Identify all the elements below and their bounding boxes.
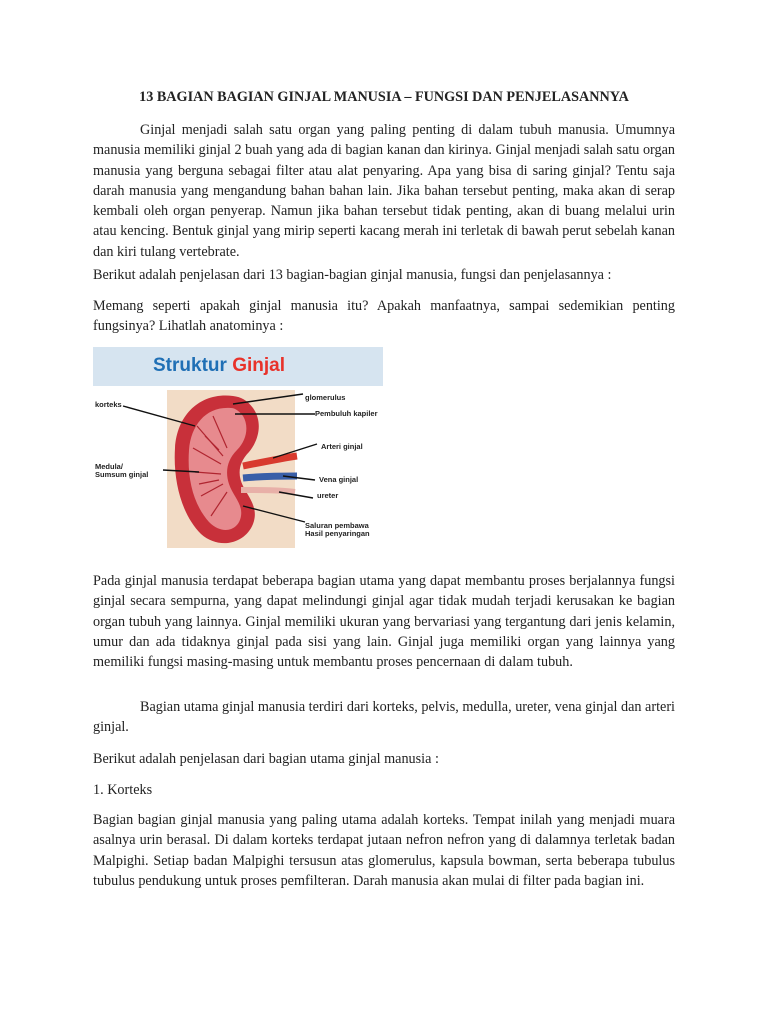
paragraph-list-intro: Berikut adalah penjelasan dari 13 bagian-bagian ginjal manusia, fungsi dan penjelasannya : bbox=[93, 267, 612, 283]
paragraph-intro: Ginjal menjadi salah satu organ yang paling penting di dalam tubuh manusia. Umumnya manusia memiliki ginjal 2 buah yang ada di bagian kanan dan kirinya. Ginjal menjadi salah satu organ manusia yang berguna sebagai filter atau alat penyaring. Apa yang bisa di saring ginjal? Tentu saja darah manusia yang mengandung bahan bahan lain. Jika bahan tersebut penting, maka akan di serap kembali oleh organ penyerap. Namun jika bahan tersebut tidak penting, akan di buang melalui urin atau kencing. Bentuk ginjal yang mirip seperti kacang merah ini terletak di bawah perut sebelah kanan dan kiri tulang vertebrate. bbox=[93, 122, 675, 260]
document-title: 13 BAGIAN BAGIAN GINJAL MANUSIA – FUNGSI DAN PENJELASANNYA bbox=[139, 89, 629, 105]
label-vena-ginjal: Vena ginjal bbox=[319, 475, 359, 484]
figure-title-word1: Struktur bbox=[153, 355, 227, 376]
label-saluran-pembawa bbox=[305, 522, 370, 538]
label-ureter: ureter bbox=[317, 491, 339, 500]
label-saluran-line2: Hasil penyaringan bbox=[305, 529, 370, 538]
label-korteks: korteks bbox=[95, 400, 122, 409]
section-heading-korteks: 1. Korteks bbox=[93, 782, 153, 798]
label-saluran-line1: Saluran pembawa bbox=[305, 521, 369, 530]
paragraph-explanation-intro: Berikut adalah penjelasan dari bagian utama ginjal manusia : bbox=[93, 751, 439, 767]
paragraph-question: Memang seperti apakah ginjal manusia itu? Apakah manfaatnya, sampai sedemikian penting fungsinya? Lihatlah anatominya : bbox=[93, 298, 675, 335]
kidney-structure-figure bbox=[93, 347, 383, 550]
paragraph-main-parts-overview: Pada ginjal manusia terdapat beberapa bagian utama yang dapat membantu proses berjalannya fungsi ginjal secara sempurna, yang dapat melindungi ginjal agar tidak mudah terjadi kerusakan ke bagian organ tubuh yang lainnya. Ginjal memiliki ukuran yang bervariasi yang tergantung dari jenis kelamin, umur dan ada tidaknya ginjal pada sisi yang lain. Ginjal juga memiliki organ yang lainnya yang memiliki fungsi masing-masing untuk membantu proses pencernaan di dalam tubuh. bbox=[93, 573, 675, 671]
figure-title-word2: Ginjal bbox=[232, 355, 285, 376]
label-glomerulus: glomerulus bbox=[305, 393, 346, 402]
paragraph-main-parts-list: Bagian utama ginjal manusia terdiri dari korteks, pelvis, medulla, ureter, vena ginjal dan arteri ginjal. bbox=[93, 699, 675, 736]
label-pembuluh-kapiler: Pembuluh kapiler bbox=[315, 409, 378, 418]
paragraph-korteks: Bagian bagian ginjal manusia yang paling utama adalah korteks. Tempat inilah yang menjadi muara asalnya urin berasal. Di dalam korteks terdapat jutaan nefron nefron yang di dalamnya terletak badan Malpighi. Setiap badan Malpighi tersusun atas glomerulus, kapsula bowman, serta beberapa tubulus tubulus pendukung untuk proses pemfilteran. Darah manusia akan mulai di filter pada bagian ini. bbox=[93, 812, 675, 889]
label-arteri-ginjal: Arteri ginjal bbox=[321, 442, 363, 451]
label-medula-line1: Medula/ bbox=[95, 462, 123, 471]
figure-title bbox=[153, 355, 285, 377]
label-medula bbox=[95, 463, 148, 479]
ureter-tube bbox=[241, 490, 295, 492]
label-medula-line2: Sumsum ginjal bbox=[95, 470, 149, 479]
